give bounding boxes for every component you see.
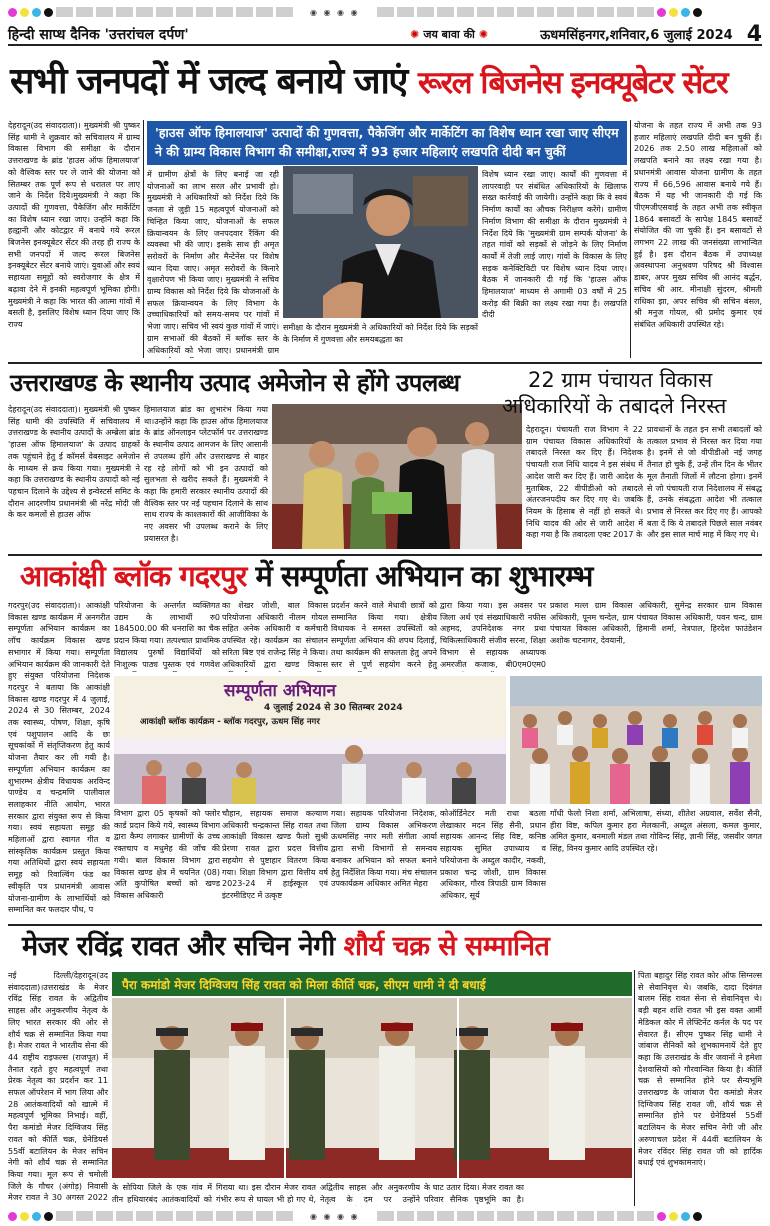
story3-column-1: देहरादून। पंचायती राज विभाग ने 22 ग्राम पंचायत विकास अधिकारियों के तबादले निरस्त कर दिए हैं। निदेशक पंचायती राज निधि यादव ने इस संबंध में आदेश जारी कर दिए हैं। जारी आदेश के मुताबिक, 22 वीपीडीओ को तबादले अंतरजनपदीय कर दिए गए थे। जबकि नियम के हिसाब से नहीं हो सकते थे। निधि यादव की ओर से जारी आदेश में कहा गया है कि तबादला एक्ट 2017 के (526, 425, 643, 540)
story1-column-2: में ग्रामीण क्षेत्रों के लिए बनाई जा रही योजनाओं का लाभ सरल और प्रभावी हो। मुख्यमंत्री ने अधिकारियों को निर्देश दिये कि जनता से जुड़ी 15 महत्वपूर्ण योजनाओं को चिन्हित किया जाए, योजनाओं के सफल क्रियान्वयन के लिए जनपदवार रैंकिंग की व्यवस्था भी की जाए। इसके साथ ही अमृत सरोवरों के निर्माण और मैन्टेनेंस पर विशेष ध्यान दिया जाए। अमृत सरोवरों के किनारे वृक्षारोपण भी किया जाए। मुख्यमंत्री ने सचिव ग्राम्य विकास को निर्देश दिये कि योजनाओं के सफल क्रियान्वयन के लिए विभाग के उच्चाधिकारियों को समय-समय पर गांवों में भेजा जाए। सचिव भी स्वयं कुछ गांवों में जाएं। ग्राम सभाओं की बैठकों में ब्लॉक स्तर के अधिकारियों को भेजा जाए। प्रधानमंत्री ग्राम (147, 170, 279, 355)
story4-column-6: प्रकाश मल्ल ग्राम विकास अधिकारी, सुमेन्द्र सरकार ग्राम विकास अधिकारी, पूनम चन्देल, ग्राम पंचायत विकास अधिकारी, पवन चन्द, ग्राम पंचायत विकास अधिकारी, हिमानी शर्मा, नेत्रपाल, हिरदेश फाउंडेशन अशोक चटनागर, देवयानी, (550, 601, 762, 646)
masthead (8, 21, 762, 47)
story4-headline: आकांक्षी ब्लॉक गदरपुर में सम्पूर्णता अभियान का शुभारम्भ (20, 559, 593, 593)
story5-column-3: गिराया था। इस दौरान मेजर रावत गंभीर रूप से घायल भी हो गए थे, (216, 1183, 316, 1204)
story4-column-4: प्रदर्शन करने वाले मेधावी छात्रों को सम्मानित किया गया। क्षेत्रीय विधायक ने समस्त उपस्थितों को सम्पूर्णता अभियान की शपथ दिलाई, तथा कार्यक्रम की सफलता हेतु अपने स्तर से पूर्ण सहयोग करने हेतु (331, 601, 437, 669)
stage-banner-dates: 4 जुलाई 2024 से 30 सितम्बर 2024 (264, 703, 403, 713)
story5-column-2: के सोपिया जिले के एक गांव में तीन हथियारबंद आतंकवादियों को (112, 1183, 212, 1204)
stage-banner-title: सम्पूर्णता अभियान (224, 681, 336, 701)
stage-banner-subtitle: आकांक्षी ब्लॉक कार्यक्रम - ब्लॉक गदरपुर, ऊधम सिंह नगर (140, 717, 320, 727)
story4-column-3b: चौहान, सहायक समाज कल्याण अधिकारी चन्द्रकान्त सिंह रावत तथा आकांक्षी विकास खण्ड फैलो सुश्री प्रेरणा रावत द्वारा प्रदत्त वित्तीय सहयोग से पुष्टाहार वितरण किया गया। शिक्षा विभाग द्वारा वित्तीय वर्ष 2023-24 में हाईस्कूल एवं इंटरमीडिएट में उत्कृष्ट (222, 809, 328, 900)
story1-column-5: योजना के तहत राज्य में अभी तक 93 हजार महिलाएं लखपति दीदी बन चुकी हैं। 2026 तक 2.50 लाख महिलाओं को लखपति बनाने का लक्ष्य रखा गया है। प्रधानमंत्री आवास योजना ग्रामीण के तहत राज्य में 66,596 आवास बनाये गये हैं।बैठक में यह भी जानकारी दी गई कि पीएमजीएसवाई के तहत अभी तक स्वीकृत 1864 बसावटों के सापेक्ष 1845 बसावटें संयोजित की जा चुकी हैं। इन बसावटों से लगभग 22 लाख की जनसंख्या लाभान्वित हुई है। इस दौरान बैठक में उपाध्यक्ष अवस्थापना अनुश्रवण परिषद श्री विश्वास डाबर, अपर मुख्य सचिव श्री आनंद बर्द्धन, सचिव श्री आर. मीनाक्षी सुंदरम, श्रीमती राधिका झा, अपर सचिव श्री सचिन बंसल, श्री मनुज गोयल, श्री प्रमोद कुमार एवं संबंधित अधिकारी उपस्थित रहे। (634, 121, 762, 329)
story1-headline: सभी जनपदों में जल्द बनाये जाएं रूरल बिजनेस इनक्यूबेटर सेंटर (10, 61, 728, 102)
story5-column-6: पिता बहादुर सिंह रावत कोर ऑफ सिग्नल्स से सेवानिवृत्त थे। जबकि, दादा दिवंगत बालम सिंह रावत सेना से सेवानिवृत्त थे। बड़ी बहन शशि रावत भी इस वक्त आर्मी मेडिकल कोर में लेफ्टिनेंट कर्नल के पद पर सेवारत हैं। सीएम पुष्कर सिंह धामी ने जांबाज सैनिकों को शुभकामनायें देते हुए कहा कि उत्तराखंड के वीर जवानों ने हमेशा देशवासियों को गौरवान्वित किया है। कीर्ति चक्र से सम्मानित होने पर सैन्यभूमि उत्तराखण्ड के जांबाज पैरा कमांडो मेजर दिग्विजय सिंह रावत जी, शौर्य चक्र से सम्मानित होने पर ग्रेनेडियर्स 55वीं बटालियन के मेजर सचिन नेगी जी और अरुणाचल प्रदेश में 44वीं बटालियन के मेजर रविंदर सिंह रावत जी को हार्दिक बधाई एवं शुभकामनाएं। (638, 971, 762, 1168)
bottom-decorative-bar: ◉ ◉ ◉ ◉ (0, 1206, 770, 1226)
story3-headline-line1: 22 ग्राम पंचायत विकास (528, 368, 713, 392)
story1-column-1: देहरादून(उद संवाददाता)। मुख्यमंत्री श्री पुष्कर सिंह धामी ने शुक्रवार को सचिवालय में ग्राम्य विकास विभाग की समीक्षा के दौरान उत्तराखण्ड के ब्रांड 'हाउस ऑफ हिमालयाज' को वैश्विक स्तर पर ले जाने की योजना को सितम्बर तक पूर्ण रूप से धरातल पर लाए जाने के निर्देश दिये।मुख्यमंत्री ने कहा कि उत्पादों की गुणवत्ता, पैकेजिंग और मार्केटिंग का विशेष ध्यान रखा जाए। उन्होंने कहा कि हल्द्वानी और कोटद्वार में बनाये गये रूरल बिजनेस इनक्यूबेटर सेंटर की तरह ही राज्य के सभी जनपदों में जल्द रूरल बिजनेस इनक्यूबेटर सेंटर बनाये जाएं। युवाओं और स्वयं सहायता समूहों को स्वरोजगार के क्षेत्र में बढ़ावा देने में इनकी महत्वपूर्ण भूमिका होगी।मुख्यमंत्री ने कहा कि भारत की आत्मा गांवों में बसती है, इसलिए विशेष ध्यान दिया जाए कि राज्य (8, 121, 140, 329)
dateline: ऊधमसिंहनगर,शनिवार,6 जुलाई 2024 (540, 28, 733, 43)
story2-column-2: हिमालयाज ब्रांड का शुभारंभ किया गया था।उन्होंने कहा कि हाउस ऑफ हिमालयाज के ब्रांड ऑनलाइन प्लेटफॉर्म पर उत्तराखण्ड के स्थानीय उत्पाद आमजन के लिए आसानी से उपलब्ध होंगे और उत्तराखण्ड से बाहर रह रहे लोगों को भी इन उत्पादों को सुलभता से खरीद सकते हैं। मुख्यमंत्री ने कहा कि हमारी सरकार स्थानीय उत्पादों की वैश्विक स्तर पर नई पहचान दिलाने के साथ साथ राज्य के काश्तकारों की आजीविका के नए अवसर भी उपलब्ध कराने के लिए प्रयासरत है। (144, 405, 268, 543)
story4-column-2b: विभाग द्वारा 05 कृषकों को फ्लोर कार्ड प्रदान किये गये, स्वास्थ्य विभाग द्वारा कैम्प लगाकर ग्रामीणों के उच्च रक्तचाप व मधुमेह की जाँच की गयी। बाल विकास विभाग द्वारा विकास खण्ड क्षेत्र में चयनित (08) अति कुपोषित बच्चों को खण्ड विकास अधिकारी (114, 809, 220, 900)
story5-headline: मेजर रविंद्र रावत और सचिन नेगी शौर्य चक्र से सम्मानित (22, 931, 550, 962)
story4-column-2: परियोजना के अन्तर्गत व्यक्तिगत उद्यम के लाभार्थी रु0 184500.00 की धनराशि का चैक प्रदान किया गया। तत्पश्चात प्राथमिक विद्यालय पुरुषों विद्यार्थियों को निःशुल्क पाठ्य पुस्तक एवं गणवेश (114, 601, 220, 669)
story5-subhead-banner: पैरा कमांडो मेजर दिग्विजय सिंह रावत को मिला कीर्ति चक्र, सीएम धामी ने दी बधाई (112, 972, 632, 996)
paper-title: हिन्दी साप्ध दैनिक 'उत्तरांचल दर्पण' (8, 26, 189, 43)
story5-photo-award-ceremony (112, 998, 632, 1178)
story4-column-1: गदरपुर(उद संवाददाता)। आकांक्षी विकास खण्ड कार्यक्रम में अनगरीत सम्पूर्णता अभियान कार्यक्रम का लॉच कार्यक्रम विकास खण्ड सभागार में किया गया। सम्पूर्णता अभियान कार्यक्रम की जानकारी देते हुए संयुक्त परियोजना निदेशक गदरपुर ने बताया कि आकांक्षी विकास खण्ड गदरपुर में 4 जुलाई, 2024 से 30 सितम्बर, 2024 तक स्वास्थ्य, पोषण, शिक्षा, कृषि एवं पशुपालन आदि के छः सूचकांकों में संतृप्तिकरण हेतु कार्य योजना तैयार कर ली गयी है। सम्पूर्णता अभियान कार्यक्रम का शुभारम्भ क्षेत्रीय विधायक अरविन्द पाण्डेय व चन्द्रमणि पालीवाल सलाहकार नीति आयोग, भारत सरकार द्वारा संयुक्त रूप से किया गया। स्वयं सहायता समूह की महिलाओं द्वारा स्वागत गीत व सांस्कृतिक कार्यक्रम प्रस्तुत किया गया अतिथियों द्वारा स्वयं सहायता समूह को रिवाल्विंग फंड का स्वीकृति पत्र प्रधानमंत्री आवास योजना-ग्रामीण के लाभार्थियों को सम्मानित कर फलदार पौध, प (8, 601, 110, 915)
story1-column-4: विशेष ध्यान रखा जाए। कार्यों की गुणवत्ता में लापरवाही पर संबंधित अधिकारियों के खिलाफ सख्त कार्रवाई की जायेगी। उन्होंने कहा कि वे स्वयं निर्माण कार्यों का औचक निरीक्षण करेंगे। ग्रामीण निर्माण विभाग की समीक्षा के दौरान मुख्यमंत्री ने निर्देश दिये कि 'मुख्यमंत्री ग्राम सम्पर्क योजना' के तहत गांवों को सड़कों से जोड़ने के लिए निर्माण कार्यों में तेजी लाई जाए। गांवों के विकास के लिए सड़क कनेक्टिविटी पर विशेष ध्यान दिया जाए। बैठक में जानकारी दी गई कि 'हाउस ऑफ हिमालयाज' माध्यम से अगामी 03 वर्षों में 25 करोड़ की बिक्री का लक्ष्य रखा गया है। लखपति दीदी (482, 170, 627, 320)
story4-column-5: द्वारा किया गया। इस अवसर पर जिला अर्थ एवं संख्याधिकारी नफीस अहमद, उपनिदेशक नगर प्रथा चिकित्साधिकारी संजीव सरना, शिक्षा विभाग से सहायक अध्यापक अमरजीत कजाक, बी0एम0एम0 (440, 601, 546, 669)
story4-photo-stage (114, 676, 506, 804)
story2-headline: उत्तराखण्ड के स्थानीय उत्पाद अमेजोन से होंगे उपलब्ध (10, 369, 460, 397)
story2-photo-amazon-launch (272, 404, 522, 549)
story4-photo-audience (510, 676, 762, 804)
story4-column-5b: कोऑर्डिनेटर मती राधा बठला लेखाकार मदन सिंह सैनी, प्रधान सहायक आनन्द सिंह विष्ट, कनिष्ठ सहायक सुमित उपाध्याय व परियोजना के अब्दुल कादीर, नकवी, प्रकाश चन्द्र जोशी, ग्राम विकास अधिकार, गौरव त्रिपाठी ग्राम विकास अधिकार, सूर्य (440, 809, 546, 900)
story5-column-1: नई दिल्ली/देहरादून(उद संवाददाता)।उत्तराखंड के मेजर रविंद्र सिंह रावत के अद्वितीय साहस और अनुकरणीय नेतृत्व के लिए भारत सरकार की ओर से शौर्य चक्र से सम्मानित किया गया है। मेजर रावत ने भारतीय सेना की 44 राष्ट्रीय राइफल्स (राजपूत) में तैनात रहते हुए महत्वपूर्ण तथा प्रेरक नेतृत्व का प्रदर्शन कर 11 सफल ऑपरेशन में भाग लिया और 28 आतंकवादियों को खात्मे में महत्वपूर्ण भूमिका निभाई। वहीं, पैरा कमांडो मेजर दिग्विजय सिंह रावत को कीर्ति चक्र, ग्रेनेडियर्स 55वीं बटालियन के मेजर सचिन नेगी को शौर्य चक्र से सम्मानित किया गया। मूल रूप से चमोली जिले के गौचर (अंगोड़) निवासी मेजर रावत ने 30 अगस्त 2022 (8, 971, 108, 1203)
story2-column-1: देहरादून(उद संवाददाता)। मुख्यमंत्री श्री पुष्कर सिंह धामी की उपस्थिति में सचिवालय में उत्तराखण्ड के स्थानीय उत्पादों के अम्ब्रेला ब्रांड 'हाउस ऑफ हिमालयाज' के उत्पाद ग्राहकों तक पहुंचाने हेतु ई कॉमर्स वेबसाइट अमेजोन के माध्यम से क्रय किया गया। मुख्यमंत्री ने कहा कि उत्तराखण्ड के स्थानीय उत्पादों को नई पहचान दिलाने के उद्देश्य से इन्वेस्टर्स समिट के दौरान आदरणीय प्रधानमंत्री श्री नरेंद्र मोदी जी के कर कमलों से हाउस ऑफ (8, 405, 140, 520)
story3-headline-line2: अधिकारियों के तबादले निरस्त (502, 394, 727, 418)
story4-column-4b: गया। सहायक परियोजना निदेशक, जिला ग्राम्य विकास अभिकरण ऊधमसिंह नगर मती संगीता आर्या द्वारा सभी विभागों से समन्वय बनाकर अभियान को सफल बनाने हेतु निर्देशित किया गया। मंच संचालन उपकार्यक्रम अधिकार अमित मेहरा (331, 809, 437, 889)
flame-icon: ✺ (410, 27, 420, 41)
top-decorative-bar: ◉ ◉ ◉ ◉ (0, 2, 770, 22)
story4-column-6b: गाँधी फेलो निशा शर्मा, अभिलाषा, संध्या, शीतेश अग्रवाल, सर्वेश सैनी, हीरा विष्ट, कपिल कुमार हरा मेलकानी, अब्दुल अंसला, कमल कुमार, अमित कुमार, बनमाली मंडल तथा गोविन्द सिंह, ज्ञानी सिंह, जसवीर जगत सिंह, विनय कुमार आदि उपस्थित रहे। (550, 809, 762, 854)
story4-column-3: का शेखर जोशी, बाल विकास परियोजना अधिकारी नीलम गोयल सहित अनेक अधिकारी व कर्मचारी उपस्थित रहे। कार्यक्रम का संचालन सरिता बिष्ट एवं राजेन्द्र सिंह ने किया। अधिकारियों द्वारा खण्ड विकास (222, 601, 328, 669)
story3-column-2: प्रावधानों के तहत इन सभी तबादलों को तत्काल प्रभाव से निरस्त कर दिया गया है। इनमें से जो वीपीडीओ नई जगह तैनात हो चुके हैं, उन्हें तीन दिन के भीतर मूल तैनाती जिलों में लौटना होगा। इनमें से जो पंचायती राज निदेशालय में संबद्ध हैं, उनके संबद्धता आदेश भी तत्काल प्रभाव से निरस्त कर दिए गए हैं। आपको बता दें कि ये तबादले पिछले साल नवंबर और इस साल मार्च माह में किए गए थे। (647, 425, 762, 540)
slogan: ✺ जय बावा की ✺ (410, 27, 489, 41)
story1-column-3: समीक्षा के दौरान मुख्यमंत्री ने अधिकारियों को निर्देश दिये कि सड़कों के निर्माण में गुणवत्ता और समयबद्धता का (283, 323, 478, 344)
story5-column-5: के घाट उतार दिया। मेजर रावत का परिवार सैनिक पृष्ठभूमि का है। (424, 1183, 524, 1204)
story5-column-4: अद्वितीय साहस और अनुकरणीय नेतृत्व के दम पर उन्होंने (320, 1183, 420, 1204)
flame-icon: ✺ (478, 27, 489, 41)
story1-photo-cm-meeting (283, 166, 478, 318)
page-number: 4 (746, 21, 762, 47)
story1-subhead-banner: 'हाउस ऑफ हिमालयाज' उत्पादों की गुणवत्ता, पैकेजिंग और मार्केटिंग का विशेष ध्यान रखा जाए सीएम ने की ग्राम्य विकास विभाग की समीक्षा,राज्य में 93 हजार महिलाएं लखपति दीदी बन चुकीं (147, 121, 627, 165)
